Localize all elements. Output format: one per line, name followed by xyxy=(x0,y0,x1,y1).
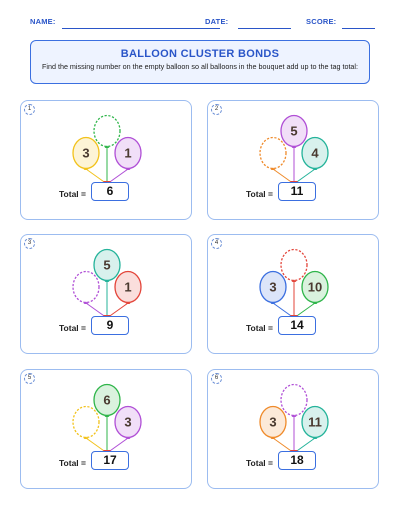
empty-balloon[interactable] xyxy=(281,385,307,418)
puzzle-number: 6 xyxy=(211,373,222,384)
total-tag: 14 xyxy=(278,316,316,335)
puzzle-card xyxy=(207,234,379,354)
balloon-number: 5 xyxy=(103,257,111,273)
empty-balloon[interactable] xyxy=(73,407,99,440)
puzzle-card xyxy=(20,234,192,354)
puzzle-card xyxy=(207,100,379,220)
balloon-number: 5 xyxy=(290,123,298,139)
total-label: Total = xyxy=(59,323,86,333)
balloon-number: 11 xyxy=(308,414,322,430)
name-input-line[interactable] xyxy=(62,28,220,29)
number-balloon xyxy=(302,138,328,171)
puzzle-number: 2 xyxy=(211,104,222,115)
number-balloon xyxy=(302,272,328,305)
puzzle-card xyxy=(20,100,192,220)
number-balloon xyxy=(302,407,328,440)
empty-balloon[interactable] xyxy=(73,272,99,305)
puzzle-number: 5 xyxy=(24,373,35,384)
balloon-number: 1 xyxy=(124,279,132,295)
total-tag: 9 xyxy=(91,316,129,335)
total-label: Total = xyxy=(246,323,273,333)
total-tag: 18 xyxy=(278,451,316,470)
instructions-text: Find the missing number on the empty balloon so all balloons in the bouquet add up to the tag total: xyxy=(41,62,359,71)
empty-balloon[interactable] xyxy=(281,250,307,283)
number-balloon xyxy=(115,272,141,305)
balloon-number: 3 xyxy=(269,414,277,430)
balloon-bouquet xyxy=(21,235,193,355)
name-label: NAME: xyxy=(30,17,56,26)
number-balloon xyxy=(73,138,99,171)
empty-balloon[interactable] xyxy=(94,116,120,149)
total-label: Total = xyxy=(59,189,86,199)
balloon-number: 3 xyxy=(82,145,90,161)
balloon-number: 3 xyxy=(269,279,277,295)
total-label: Total = xyxy=(59,458,86,468)
balloon-bouquet xyxy=(21,370,193,490)
puzzle-card xyxy=(207,369,379,489)
total-tag: 6 xyxy=(91,182,129,201)
balloon-bouquet xyxy=(208,370,380,490)
number-balloon xyxy=(115,138,141,171)
score-label: SCORE: xyxy=(306,17,337,26)
empty-balloon[interactable] xyxy=(260,138,286,171)
puzzle-number: 4 xyxy=(211,238,222,249)
total-tag: 17 xyxy=(91,451,129,470)
balloon-number: 10 xyxy=(307,279,323,295)
balloon-number: 6 xyxy=(103,392,111,408)
number-balloon xyxy=(94,250,120,283)
number-balloon xyxy=(94,385,120,418)
number-balloon xyxy=(260,272,286,305)
balloon-bouquet xyxy=(208,101,380,221)
balloon-number: 3 xyxy=(124,414,132,430)
number-balloon xyxy=(260,407,286,440)
balloon-bouquet xyxy=(208,235,380,355)
number-balloon xyxy=(115,407,141,440)
header-row xyxy=(30,17,375,31)
puzzle-card xyxy=(20,369,192,489)
worksheet-title: BALLOON CLUSTER BONDS xyxy=(120,48,280,60)
balloon-number: 4 xyxy=(311,145,319,161)
date-label: DATE: xyxy=(205,17,229,26)
puzzle-number: 1 xyxy=(24,104,35,115)
total-label: Total = xyxy=(246,189,273,199)
number-balloon xyxy=(281,116,307,149)
balloon-number: 1 xyxy=(124,145,132,161)
total-tag: 11 xyxy=(278,182,316,201)
puzzle-number: 3 xyxy=(24,238,35,249)
date-input-line[interactable] xyxy=(238,28,291,29)
score-input-line[interactable] xyxy=(342,28,375,29)
balloon-bouquet xyxy=(21,101,193,221)
total-label: Total = xyxy=(246,458,273,468)
